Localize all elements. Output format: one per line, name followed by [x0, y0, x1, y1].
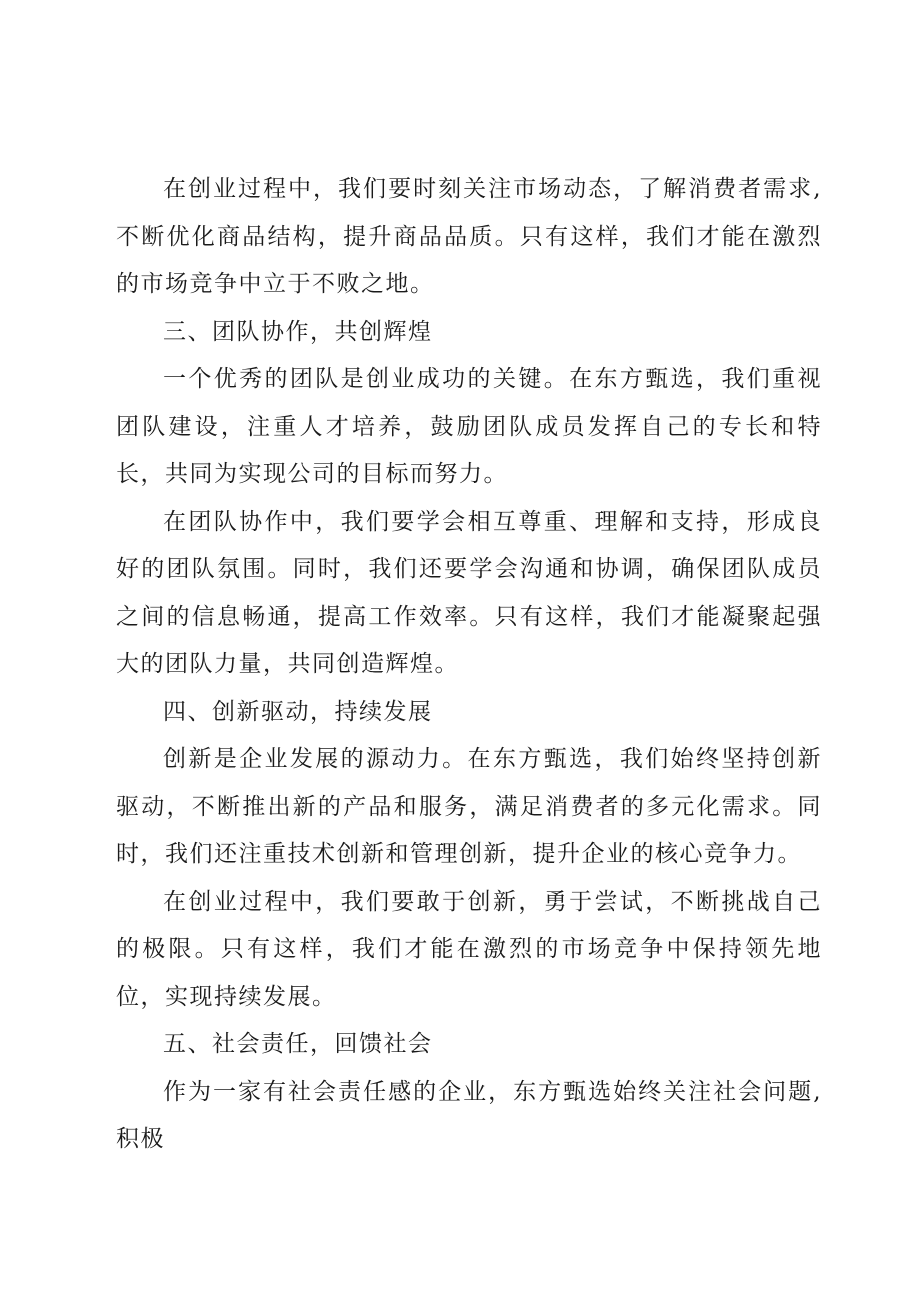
paragraph-innovation-courage: 在创业过程中，我们要敢于创新，勇于尝试，不断挑战自己的极限。只有这样，我们才能在激烈的市场竞争中保持领先地位，实现持续发展。: [116, 888, 822, 1010]
paragraph-social-responsibility: 作为一家有社会责任感的企业，东方甄选始终关注社会问题,积极: [116, 1078, 822, 1152]
section-heading-innovation: 四、创新驱动，持续发展: [163, 698, 433, 725]
document-body: [116, 166, 822, 1164]
section-heading-teamwork: 三、团队协作，共创辉煌: [163, 318, 433, 345]
section-heading-social-responsibility: 五、社会责任，回馈社会: [163, 1031, 433, 1057]
paragraph-team-key: 一个优秀的团队是创业成功的关键。在东方甄选，我们重视团队建设，注重人才培养，鼓励团队成员发挥自己的专长和特长，共同为实现公司的目标而努力。: [116, 366, 822, 487]
paragraph-team-collaboration: 在团队协作中，我们要学会相互尊重、理解和支持，形成良好的团队氛围。同时，我们还要学会沟通和协调，确保团队成员之间的信息畅通，提高工作效率。只有这样，我们才能凝聚起强大的团队力量，共同创造辉煌。: [116, 508, 822, 677]
paragraph-market-focus: 在创业过程中，我们要时刻关注市场动态，了解消费者需求,不断优化商品结构，提升商品品质。只有这样，我们才能在激烈的市场竞争中立于不败之地。: [116, 176, 822, 297]
paragraph-innovation-driver: 创新是企业发展的源动力。在东方甄选，我们始终坚持创新驱动，不断推出新的产品和服务，满足消费者的多元化需求。同时，我们还注重技术创新和管理创新，提升企业的核心竞争力。: [116, 746, 822, 867]
